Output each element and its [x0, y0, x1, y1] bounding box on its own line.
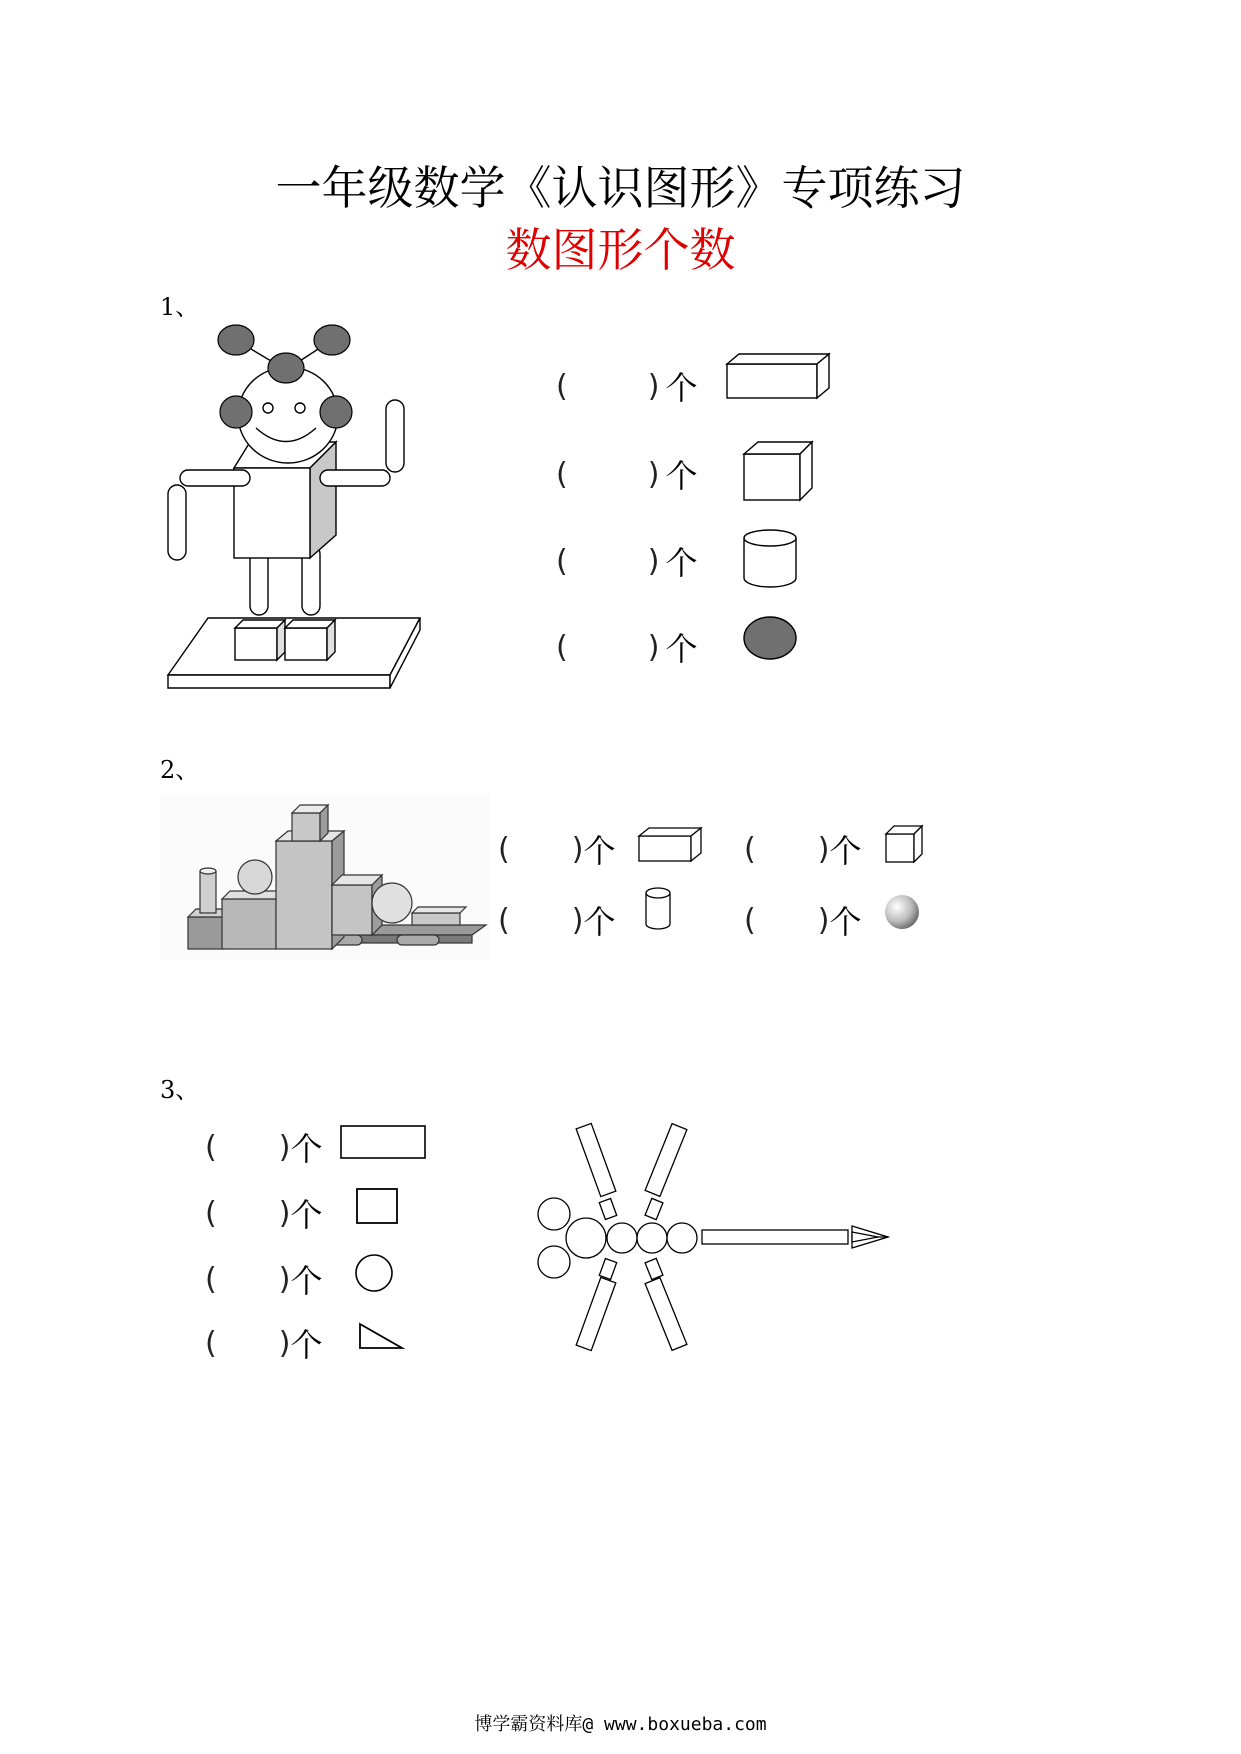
unit-label: 个	[665, 457, 698, 495]
footer-source: 博学霸资料库@ www.boxueba.com	[474, 1714, 767, 1735]
close-paren: )	[647, 629, 660, 665]
close-paren: )	[817, 902, 830, 938]
close-paren: )	[278, 1129, 291, 1165]
open-paren: (	[556, 368, 568, 404]
q1-row-3	[556, 538, 697, 584]
unit-label: 个	[290, 1196, 323, 1234]
close-paren: )	[571, 831, 584, 867]
question-3-number: 3、	[160, 1076, 200, 1104]
close-paren: )	[278, 1261, 291, 1297]
unit-label: 个	[583, 832, 616, 870]
unit-label: 个	[829, 903, 862, 941]
unit-label: 个	[290, 1130, 323, 1168]
unit-label: 个	[290, 1262, 323, 1300]
rectangle-icon	[340, 1125, 428, 1161]
q2-row-4	[744, 897, 861, 943]
q3-row-3	[205, 1256, 322, 1302]
rectangular-prism-icon	[637, 826, 703, 864]
q2-row-2	[744, 826, 861, 872]
open-paren: (	[205, 1325, 217, 1361]
open-paren: (	[498, 831, 510, 867]
circle-icon	[354, 1253, 396, 1295]
close-paren: )	[571, 902, 584, 938]
close-paren: )	[647, 368, 660, 404]
open-paren: (	[556, 543, 568, 579]
sphere-icon	[884, 894, 922, 932]
close-paren: )	[278, 1325, 291, 1361]
open-paren: (	[498, 902, 510, 938]
q3-row-1	[205, 1124, 322, 1170]
robot-illustration	[160, 320, 430, 700]
triangle-icon	[358, 1322, 406, 1352]
unit-label: 个	[290, 1326, 323, 1364]
open-paren: (	[556, 456, 568, 492]
q1-row-1	[556, 363, 697, 409]
open-paren: (	[205, 1261, 217, 1297]
open-paren: (	[205, 1195, 217, 1231]
cube-icon	[742, 440, 816, 504]
open-paren: (	[205, 1129, 217, 1165]
train-illustration	[160, 795, 490, 960]
unit-label: 个	[665, 544, 698, 582]
q1-row-4	[556, 624, 697, 670]
square-icon	[356, 1188, 400, 1226]
cylinder-icon	[742, 528, 800, 590]
unit-label: 个	[583, 903, 616, 941]
question-1-number: 1、	[160, 293, 200, 321]
dragonfly-illustration	[530, 1120, 900, 1360]
open-paren: (	[744, 831, 756, 867]
sphere-icon	[742, 614, 800, 662]
unit-label: 个	[665, 630, 698, 668]
close-paren: )	[647, 543, 660, 579]
q3-row-4	[205, 1320, 322, 1366]
question-2-number: 2、	[160, 756, 200, 784]
close-paren: )	[817, 831, 830, 867]
cylinder-icon	[644, 886, 674, 932]
q3-row-2	[205, 1190, 322, 1236]
close-paren: )	[278, 1195, 291, 1231]
cube-icon	[884, 824, 926, 866]
q2-row-1	[498, 826, 615, 872]
open-paren: (	[744, 902, 756, 938]
unit-label: 个	[665, 369, 698, 407]
close-paren: )	[647, 456, 660, 492]
page-subtitle: 数图形个数	[505, 223, 736, 277]
unit-label: 个	[829, 832, 862, 870]
rectangular-prism-icon	[725, 352, 833, 402]
page-title: 一年级数学《认识图形》专项练习	[275, 161, 966, 215]
q1-row-2	[556, 451, 697, 497]
open-paren: (	[556, 629, 568, 665]
q2-row-3	[498, 897, 615, 943]
